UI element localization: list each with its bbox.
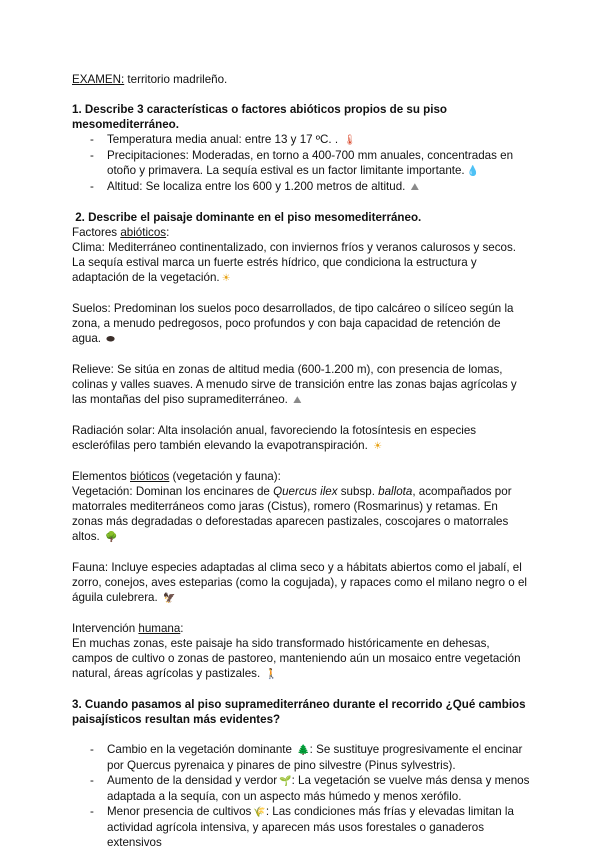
heading-prefix: Elementos (72, 470, 130, 483)
walker-icon: 🚶 (265, 669, 278, 680)
radiacion-text: Radiación solar: Alta insolación anual, favoreciendo la fotosíntesis en especies esclerófilas pero también elevando la evapotranspiración. (72, 424, 477, 452)
sun-icon: ☀ (373, 441, 383, 452)
question-3-title: 3. Cuando pasamos al piso supramediterráneo durante el recorrido ¿Qué cambios paisajísticos resultan más evidentes? (72, 698, 526, 726)
clima-text: Clima: Mediterráneo continentalizado, con inviernos fríos y veranos calurosos y secos. La sequía estival marca un fuerte estrés hídrico, que condiciona la estructura y adaptación de la vegetación. (72, 241, 516, 284)
relieve-paragraph (72, 362, 532, 408)
list-item-text: : La vegetación se vuelve más densa y menos adaptada a la sequía, con un aspecto más húmedo y menos xerófilo. (107, 774, 530, 803)
heading-suffix: : (166, 226, 170, 239)
species-name: Quercus ilex (273, 485, 338, 498)
mountain-icon: ⛰ (293, 395, 302, 406)
exam-header (72, 72, 532, 87)
intervencion-heading (72, 621, 532, 636)
list-item-text: Altitud: Se localiza entre los 600 y 1.200 metros de altitud. (107, 180, 406, 193)
tree-icon: 🌳 (104, 532, 118, 543)
intervencion-text: En muchas zonas, este paisaje ha sido transformado históricamente en dehesas, campos de cultivo o zonas de pastoreo, manteniendo aún un mosaico entre vegetación natural, áreas agrícolas y pastizales. (72, 637, 521, 680)
list-item-text: Temperatura media anual: entre 13 y 17 ºC. . (107, 133, 339, 146)
list-item: - Precipitaciones: Moderadas, en torno a 400-700 mm anuales, concentradas en otoño y primavera. La sequía estival es un factor limitante importante. 💧 (90, 149, 514, 177)
heading-word: bióticos (130, 470, 170, 483)
vegetacion-text: Vegetación: Dominan los encinares de (72, 485, 274, 498)
list-item-text: Aumento de la densidad y verdor (107, 774, 278, 787)
sun-icon: ☀ (221, 273, 231, 284)
list-item: - Altitud: Se localiza entre los 600 y 1.200 metros de altitud. ⛰ (90, 180, 420, 193)
clima-paragraph (72, 240, 532, 286)
subspecies-name: ballota (378, 485, 413, 498)
vegetacion-text: subsp. (337, 485, 379, 498)
exam-topic: territorio madrileño. (124, 73, 228, 86)
intervencion-paragraph (72, 636, 532, 682)
list-item-text: Cambio en la vegetación dominante (107, 743, 296, 756)
fauna-text: Fauna: Incluye especies adaptadas al clima seco y a hábitats abiertos como el jabalí, el zorro, conejos, aves esteparias (como la cogujada), y rapaces como el milano negro o el águila culebrera. (72, 561, 527, 604)
heading-prefix: Intervención (72, 622, 139, 635)
question-3-list (72, 742, 532, 850)
bioticos-heading (72, 469, 532, 484)
list-item-text: Precipitaciones: Moderadas, en torno a 400-700 mm anuales, concentradas en otoño y primavera. La sequía estival es un factor limitante importante. (107, 149, 514, 177)
thermometer-icon: 🌡 (343, 135, 357, 146)
list-item-text: : Las condiciones más frías y elevadas limitan la actividad agrícola intensiva, y aparecen más usos forestales o ganaderos extensivos (107, 805, 514, 849)
document-page (72, 72, 532, 850)
list-item: - Aumento de la densidad y verdor 🌱: La vegetación se vuelve más densa y menos adaptada a la sequía, con un aspecto más húmedo y menos xerófilo. (90, 774, 530, 803)
water-drop-icon: 💧 (466, 166, 480, 177)
list-item: - Menor presencia de cultivos 🌾: Las condiciones más frías y elevadas limitan la actividad agrícola intensiva, y aparecen más usos forestales o ganaderos extensivos (90, 805, 514, 849)
eagle-icon: 🦅 (162, 593, 176, 604)
list-item: - Cambio en la vegetación dominante 🌲: Se sustituye progresivamente el encinar por Quercus pyrenaica y pinares de pino silvestre (Pinus sylvestris). (90, 743, 523, 772)
list-item-text: : Se sustituye progresivamente el encinar por Quercus pyrenaica y pinares de pino silvestre (Pinus sylvestris). (107, 743, 523, 772)
vegetacion-paragraph (72, 484, 532, 545)
question-1-title: 1. Describe 3 características o factores abióticos propios de su piso mesomediterráneo. (72, 103, 448, 131)
heading-word: humana (138, 622, 181, 635)
vegetacion-text: , acompañados por matorrales mediterráneos como jaras (Cistus), romero (Rosmarinus) y retamas. En zonas más degradadas o deforestadas aparecen pastizales, coscojares o matorrales altos. (72, 485, 512, 543)
soil-icon: ⬬ (106, 334, 115, 345)
exam-label: EXAMEN: (72, 73, 125, 86)
sprout-icon: 🌱 (279, 776, 292, 787)
radiacion-paragraph (72, 423, 532, 454)
fauna-paragraph (72, 560, 532, 606)
heading-word: abióticos (120, 226, 167, 239)
suelos-paragraph (72, 301, 532, 347)
mountain-icon: ⛰ (410, 182, 420, 193)
list-item-text: Menor presencia de cultivos (107, 805, 252, 818)
question-1-list (72, 132, 532, 195)
wheat-icon: 🌾 (253, 807, 266, 818)
question-2-title-text: 2. Describe el paisaje dominante en el piso mesomediterráneo. (75, 211, 422, 224)
heading-suffix: (vegetación y fauna): (169, 470, 281, 483)
suelos-text: Suelos: Predominan los suelos poco desarrollados, de tipo calcáreo o silíceo según la zona, a menudo pedregosos, poco profundos y con baja capacidad de retención de agua. (72, 302, 514, 345)
abioticos-heading (72, 225, 532, 240)
heading-prefix: Factores (72, 226, 121, 239)
heading-suffix: : (180, 622, 184, 635)
question-2-title (72, 210, 532, 225)
list-item: - Temperatura media anual: entre 13 y 17 ºC. . 🌡 (90, 133, 357, 146)
conifer-icon: 🌲 (297, 745, 310, 756)
relieve-text: Relieve: Se sitúa en zonas de altitud media (600-1.200 m), con presencia de lomas, colinas y valles suaves. A menudo sirve de transición entre las zonas bajas agrícolas y las montañas del piso supramediterráneo. (72, 363, 517, 406)
